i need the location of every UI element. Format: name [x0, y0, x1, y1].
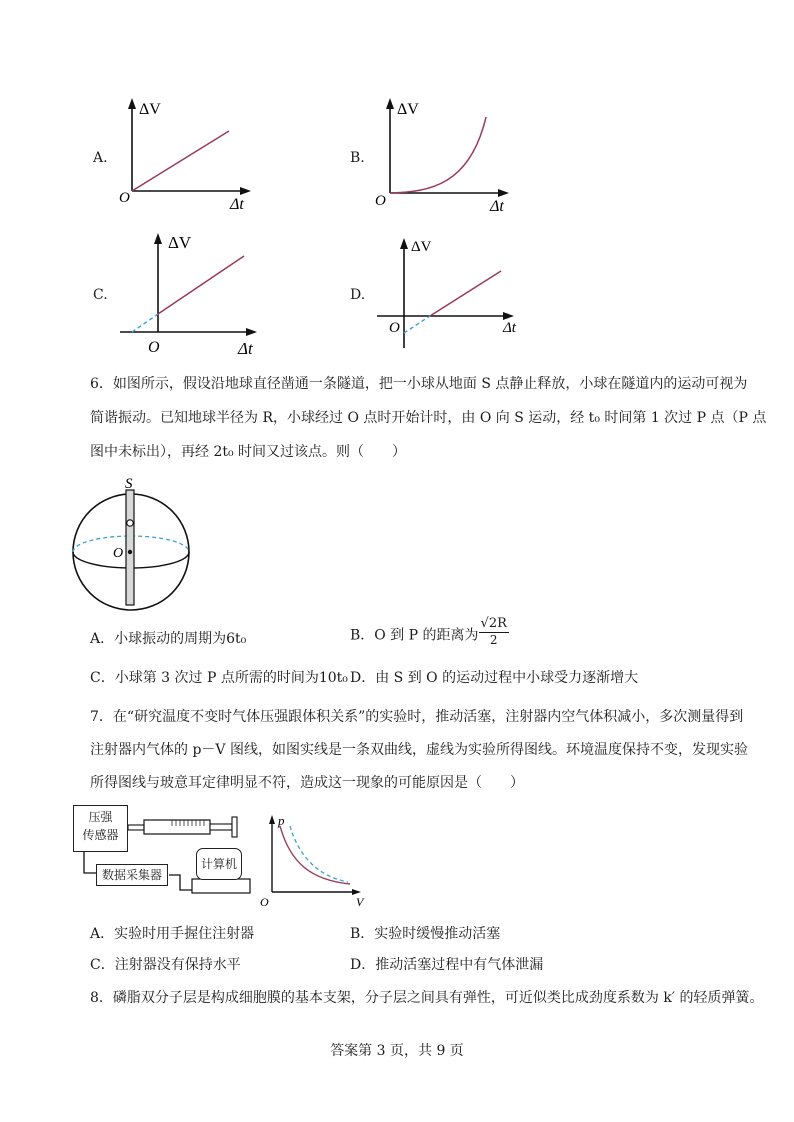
q7-option-a[interactable]: A．实验时用手握住注射器 [90, 926, 255, 942]
graph-c [118, 230, 268, 358]
ball [127, 520, 133, 526]
computer: 计算机 [196, 848, 242, 880]
graph-c-label: C. [93, 287, 108, 303]
q6-option-b[interactable] [350, 616, 509, 660]
q7-line-3: 所得图线与玻意耳定律明显不符，造成这一现象的可能原因是（ ） [90, 775, 524, 791]
graph-d-label: D. [350, 287, 366, 303]
y-axis-label: ΔV [139, 101, 161, 118]
earth-tunnel-diagram [68, 472, 198, 617]
data-curve [390, 117, 486, 193]
label-o: O [113, 546, 124, 561]
origin-label: O [148, 339, 160, 356]
wire-sensor-collector [84, 849, 96, 873]
q6-option-b-fraction: $\frac{√2R}{2}$ [480, 616, 507, 647]
y-axis-label: ΔV [397, 101, 419, 118]
q6-option-c[interactable]: C．小球第 3 次过 P 点所需的时间为10t₀ [90, 670, 348, 686]
x-arrow-icon [498, 189, 509, 197]
computer-base [192, 879, 250, 893]
p-label: p [278, 813, 285, 828]
origin-label: O [375, 193, 386, 209]
data-line [132, 131, 229, 191]
tunnel [126, 490, 134, 605]
syringe-plunger-head [232, 817, 237, 837]
center-dot [128, 550, 132, 554]
q6-option-d[interactable]: D．由 S 到 O 的运动过程中小球受力逐渐增大 [350, 670, 639, 686]
v-label: V [356, 895, 364, 908]
x-arrow-icon [503, 312, 514, 320]
graph-b [370, 95, 520, 217]
origin-label: O [389, 320, 400, 336]
origin-label: O [119, 190, 130, 206]
graph-a [112, 95, 262, 215]
q6-line-1: 6．如图所示，假设沿地球直径凿通一条隧道，把一小球从地面 S 点静止释放，小球在隧道内的运动可视为 [90, 376, 748, 392]
data-line [158, 256, 244, 314]
sensor-line-1: 压强 [88, 810, 113, 824]
p-arrow-icon [269, 815, 275, 824]
y-arrow-icon [128, 98, 136, 109]
dashed-extension [404, 316, 430, 333]
graph-b-label: B. [350, 150, 365, 166]
page-footer: 答案第 3 页，共 9 页 [330, 1043, 464, 1059]
x-axis-label: Δt [230, 196, 244, 213]
x-axis-label: Δt [490, 198, 504, 215]
y-axis-label: ΔV [168, 233, 192, 252]
q6-option-a[interactable]: A．小球振动的周期为6t₀ [90, 631, 247, 647]
q7-option-b[interactable]: B．实验时缓慢推动活塞 [350, 926, 501, 942]
x-arrow-icon [246, 328, 257, 336]
syringe-tip [128, 825, 144, 830]
hyperbola-curve [280, 826, 350, 884]
pressure-sensor [73, 805, 128, 852]
label-s: S [125, 476, 133, 492]
x-axis-label: Δt [238, 339, 253, 358]
data-line [430, 271, 501, 316]
q7-line-2: 注射器内气体的 p－V 图线，如图实线是一条双曲线，虚线为实验所得图线。环境温度保持不变，发现实验 [90, 742, 748, 758]
sensor-line-2: 传感器 [82, 828, 119, 842]
syringe-plunger-rod [210, 824, 232, 830]
graph-d [375, 235, 535, 350]
dashed-extension [132, 314, 158, 332]
x-arrow-icon [240, 187, 251, 195]
experimental-curve [290, 826, 348, 882]
q7-option-d[interactable]: D．推动活塞过程中有气体泄漏 [350, 957, 544, 973]
q7-option-c[interactable]: C．注射器没有保持水平 [90, 957, 241, 973]
y-arrow-icon [400, 238, 408, 249]
pv-plot [258, 812, 368, 908]
o-label: O [260, 895, 269, 908]
q6-line-2: 简谐振动。已知地球半径为 R，小球经过 O 点时开始计时，由 O 向 S 运动，经 t₀ 时间第 1 次过 P 点（P 点 [90, 410, 767, 426]
y-arrow-icon [154, 233, 162, 244]
y-axis-label: ΔV [411, 239, 432, 255]
q8-line-1: 8．磷脂双分子层是构成细胞膜的基本支架，分子层之间具有弹性，可近似类比成劲度系数为 k′ 的轻质弹簧。 [90, 990, 764, 1006]
data-collector: 数据采集器 [96, 864, 168, 886]
q6-option-b-text: B．O 到 P 的距离为 [350, 627, 479, 644]
y-arrow-icon [386, 98, 394, 109]
x-axis-label: Δt [503, 320, 516, 336]
q6-line-3: 图中未标出），再经 2t₀ 时间又过该点。则（ ） [90, 444, 407, 460]
q7-line-1: 7．在“研究温度不变时气体压强跟体积关系”的实验时，推动活塞，注射器内空气体积减小，多次测量得到 [90, 709, 744, 725]
graph-a-label: A. [93, 150, 108, 166]
